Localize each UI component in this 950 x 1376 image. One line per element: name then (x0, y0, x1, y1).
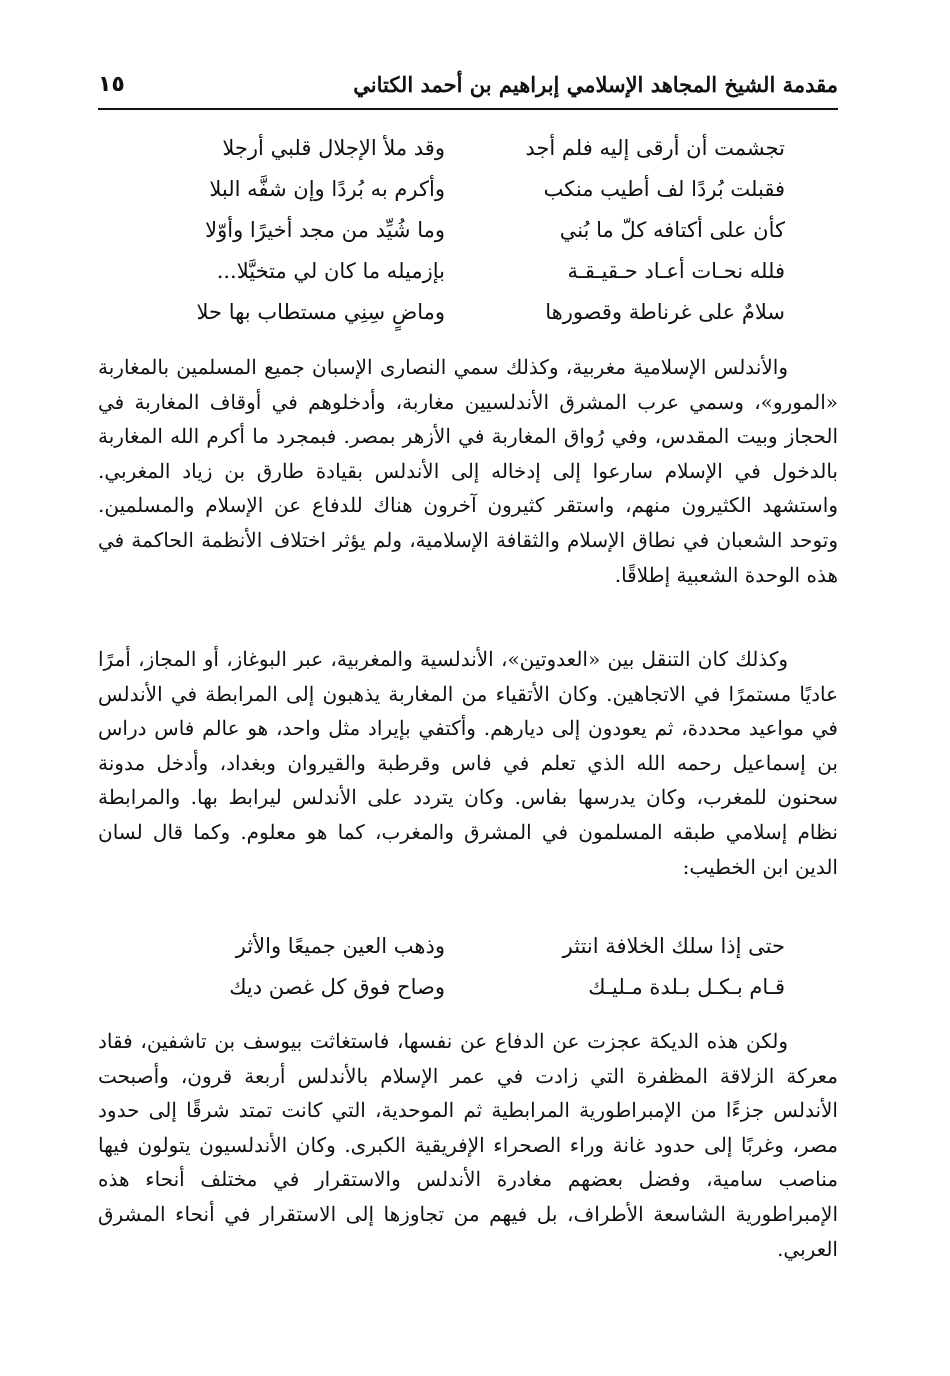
running-title: مقدمة الشيخ المجاهد الإسلامي إبراهيم بن أحمد الكتاني (353, 72, 838, 97)
verse-first-hemistich: حتى إذا سلك الخلافة انتثر (562, 934, 785, 958)
verse-row (150, 967, 785, 1008)
verse-second-hemistich: وصاح فوق كل غصن ديك (229, 975, 445, 999)
paragraph-zallaqa: ولكن هذه الديكة عجزت عن الدفاع عن نفسها، فاستغاثت بيوسف بن تاشفين، فقاد معركة الزلاقة المظفرة التي زادت في عمر الإسلام بالأندلس أربعة قرون، وأصبحت الأندلس جزءًا من الإمبراطورية المرابطية ثم الموحدية، التي كانت تمتد شرقًا إلى حدود مصر، وغربًا إلى حدود غانة وراء الصحراء الإفريقية الكبرى. وكان الأندلسيون يتولون فيها مناصب سامية، وفضل بعضهم مغادرة الأندلس والاستقرار في مختلف أنحاء هذه الإمبراطورية الشاسعة الأطراف، بل فيهم من تجاوزها إلى الاستقرار في أنحاء المشرق العربي. (98, 1029, 838, 1261)
verse-first-hemistich: فلله نحـات أعـاد حـقيـقـة (567, 259, 785, 283)
verse-second-hemistich: وما شُيِّد من مجد أخيرًا وأوّلا (205, 218, 445, 242)
verse-second-hemistich: وماضٍ سِنِي مستطاب بها حلا (196, 300, 445, 324)
verse-row (150, 128, 785, 169)
verse-first-hemistich: تجشمت أن أرقى إليه فلم أجد (525, 136, 785, 160)
verse-first-hemistich: فقبلت بُردًا لف أطيب منكب (543, 177, 785, 201)
verse-first-hemistich: كأن على أكتافه كلّ ما بُني (559, 218, 785, 242)
verse-row (150, 169, 785, 210)
verse-second-hemistich: بإزميله ما كان لي متخيَّلا... (216, 259, 445, 283)
verse-row (150, 210, 785, 251)
verse-first-hemistich: سلامٌ على غرناطة وقصورها (545, 300, 785, 324)
verse-row (150, 292, 785, 333)
poem-block-2 (150, 926, 785, 1008)
verse-second-hemistich: وأكرم به بُردًا وإن شفَّه البلا (209, 177, 445, 201)
verse-second-hemistich: وذهب العين جميعًا والأثر (235, 934, 445, 958)
paragraph-andalus-maghreb: والأندلس الإسلامية مغربية، وكذلك سمي النصارى الإسبان جميع المسلمين بالمغاربة «المورو»، وسمي عرب المشرق الأندلسيين مغاربة، وأدخلوهم في أوقاف المغاربة في الحجاز وبيت المقدس، وفي رُواق المغاربة في الأزهر بمصر. فبمجرد ما أكرم الله المغاربة بالدخول في الإسلام سارعوا إلى إدخاله إلى الأندلس بقيادة طارق بن زياد المغربي. واستشهد الكثيرون منهم، واستقر كثيرون آخرون هناك للدفاع عن الإسلام والمسلمين. وتوحد الشعبان في نطاق الإسلام والثقافة الإسلامية، ولم يؤثر اختلاف الأنظمة الحاكمة في هذه الوحدة الشعبية إطلاقًا. (98, 355, 838, 587)
paragraph-two-shores: وكذلك كان التنقل بين «العدوتين»، الأندلسية والمغربية، عبر البوغاز، أو المجاز، أمرًا عاديًا مستمرًا في الاتجاهين. وكان الأتقياء من المغاربة يذهبون إلى المرابطة في الأندلس في مواعيد محددة، ثم يعودون إلى ديارهم. وأكتفي بإيراد مثل واحد، هو عالم فاس دراس بن إسماعيل رحمه الله الذي تعلم في فاس وقرطبة والقيروان وبغداد، وأدخل مدونة سحنون للمغرب، وكان يدرسها بفاس. وكان يتردد على الأندلس ليرابط بها. والمرابطة نظام إسلامي طبقه المسلمون في المشرق والمغرب، كما هو معلوم. وكما قال لسان الدين ابن الخطيب: (98, 647, 838, 879)
verse-second-hemistich: وقد ملأ الإجلال قلبي أرجلا (222, 136, 445, 160)
page-number: ١٥ (98, 72, 125, 97)
running-header (98, 66, 838, 110)
poem-block-1 (150, 128, 785, 333)
verse-row (150, 926, 785, 967)
verse-row (150, 251, 785, 292)
verse-first-hemistich: قـام بـكـل بـلدة مـليـك (588, 975, 785, 999)
